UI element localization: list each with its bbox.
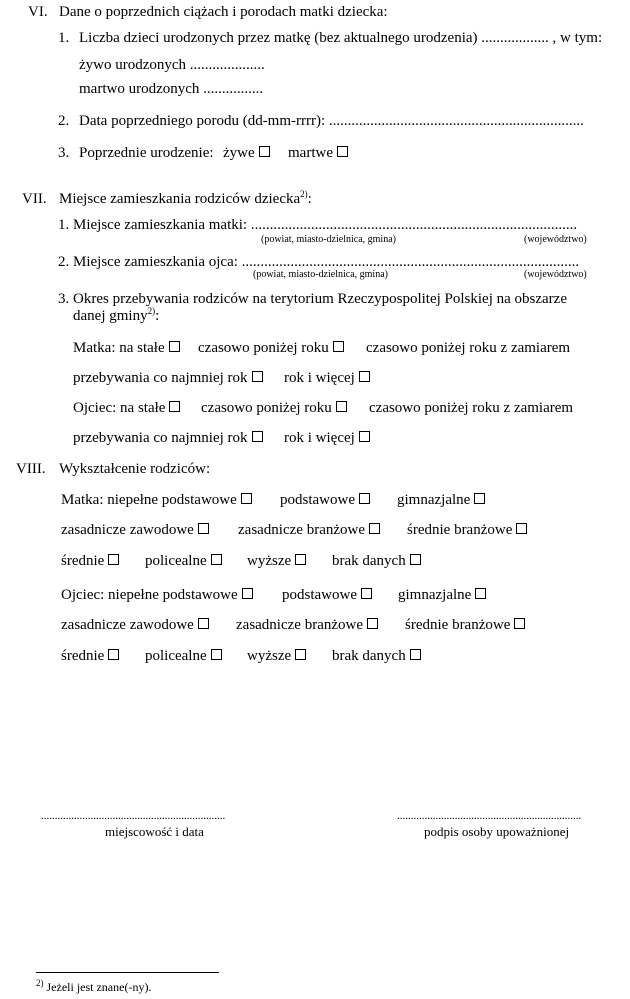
s8-mother-lower-secondary-label: gimnazjalne — [397, 492, 471, 508]
s8-father-basic-vocational — [61, 616, 209, 634]
s8-father-primary-checkbox[interactable] — [361, 588, 372, 599]
s6-item-3-label: Poprzednie urodzenie: — [79, 145, 214, 161]
s8-mother-secondary-sectoral-checkbox[interactable] — [516, 523, 527, 534]
s6-dead-checkbox[interactable] — [337, 146, 348, 157]
s6-item-1-text: Liczba dzieci urodzonych przez matkę (bez aktualnego urodzenia) .................. , w tym: — [79, 30, 603, 46]
s8-mother-higher-label: wyższe — [247, 553, 292, 569]
s7-mother-hint-district: (powiat, miasto-dzielnica, gmina) — [261, 234, 396, 245]
s7-mother-hint-voivodeship: (województwo) — [524, 234, 587, 245]
s8-mother-basic-vocational — [61, 521, 209, 539]
s7-mother-intent-checkbox[interactable] — [252, 371, 263, 382]
s8-mother-basic-vocational-label: zasadnicze zawodowe — [61, 522, 194, 538]
s7-father-permanent-label: Ojciec: na stałe — [73, 400, 166, 416]
s8-father-basic-vocational-checkbox[interactable] — [198, 618, 209, 629]
s7-item-3-line-1: 3. Okres przebywania rodziców na terytorium Rzeczypospolitej Polskiej na obszarze — [58, 291, 567, 307]
s7-father-intent-label: czasowo poniżej roku z zamiarem — [369, 400, 574, 416]
s8-father-higher — [247, 647, 306, 665]
s7-father-intent-label-2: przebywania co najmniej rok — [73, 430, 248, 446]
s6-live-births-field[interactable]: żywo urodzonych .................... — [79, 57, 265, 73]
s7-father-permanent-checkbox[interactable] — [169, 401, 180, 412]
s6-item-3-number: 3. — [58, 145, 70, 161]
s6-previous-birth-date-field[interactable]: Data poprzedniego porodu (dd-mm-rrrr): .................................................................... — [79, 113, 584, 129]
place-date-field[interactable]: ................................................................... — [41, 810, 226, 822]
section-viii-title: Wykształcenie rodziców: — [59, 461, 211, 477]
s8-mother-post-secondary-checkbox[interactable] — [211, 554, 222, 565]
s8-mother-basic-sectoral-checkbox[interactable] — [369, 523, 380, 534]
s8-mother-secondary-sectoral — [407, 521, 527, 539]
s8-father-no-data-label: brak danych — [332, 648, 406, 664]
s7-mother-intent — [73, 369, 263, 387]
s6-live-checkbox[interactable] — [259, 146, 270, 157]
s8-mother-incomplete-primary-label: Matka: niepełne podstawowe — [61, 492, 237, 508]
signature-field[interactable]: ................................................................... — [397, 810, 582, 822]
s7-mother-intent-label-2: przebywania co najmniej rok — [73, 370, 248, 386]
footnote — [36, 978, 151, 996]
footnote-separator — [36, 972, 219, 973]
s7-mother-residence-field[interactable]: 1. Miejsce zamieszkania matki: ....................................................................................... — [58, 217, 578, 233]
footnote-marker: 2) — [36, 978, 44, 988]
s8-mother-basic-vocational-checkbox[interactable] — [198, 523, 209, 534]
s7-father-short-label: czasowo poniżej roku — [201, 400, 332, 416]
s8-father-basic-sectoral-label: zasadnicze branżowe — [236, 617, 364, 633]
s8-mother-secondary-checkbox[interactable] — [108, 554, 119, 565]
section-vii-footnote-ref: 2) — [300, 189, 308, 199]
s7-mother-year-checkbox[interactable] — [359, 371, 370, 382]
s8-mother-post-secondary — [145, 552, 222, 570]
s8-mother-basic-sectoral — [238, 521, 380, 539]
section-vi-title: Dane o poprzednich ciążach i porodach matki dziecka: — [59, 4, 388, 20]
s8-mother-secondary-label: średnie — [61, 553, 105, 569]
s8-mother-no-data-checkbox[interactable] — [410, 554, 421, 565]
s6-option-dead-label: martwe — [288, 145, 333, 161]
s8-father-lower-secondary-checkbox[interactable] — [475, 588, 486, 599]
s8-mother-primary-label: podstawowe — [280, 492, 355, 508]
s6-item-2-number: 2. — [58, 113, 70, 129]
signature-label: podpis osoby upoważnionej — [424, 824, 570, 839]
s7-mother-intent-label: czasowo poniżej roku z zamiarem — [366, 340, 571, 356]
s8-mother-incomplete-primary — [61, 491, 252, 509]
s8-mother-lower-secondary-checkbox[interactable] — [474, 493, 485, 504]
section-viii-number: VIII. — [16, 461, 46, 477]
s8-mother-no-data-label: brak danych — [332, 553, 406, 569]
s8-father-secondary-sectoral-label: średnie branżowe — [405, 617, 511, 633]
s8-mother-no-data — [332, 552, 421, 570]
s8-father-incomplete-primary — [61, 586, 253, 604]
s8-father-basic-vocational-label: zasadnicze zawodowe — [61, 617, 194, 633]
s8-father-secondary-sectoral-checkbox[interactable] — [514, 618, 525, 629]
s8-mother-primary-checkbox[interactable] — [359, 493, 370, 504]
s8-father-lower-secondary-label: gimnazjalne — [398, 587, 472, 603]
section-vii-title — [59, 190, 312, 208]
s7-item-3-line-2 — [73, 307, 159, 325]
s8-father-post-secondary-checkbox[interactable] — [211, 649, 222, 660]
section-vii-title-text: Miejsce zamieszkania rodziców dziecka — [59, 191, 301, 207]
s7-mother-year-label: rok i więcej — [284, 370, 355, 386]
s8-mother-secondary — [61, 552, 119, 570]
s7-father-hint-district: (powiat, miasto-dzielnica, gmina) — [253, 269, 388, 280]
s8-father-post-secondary — [145, 647, 222, 665]
s7-father-hint-voivodeship: (województwo) — [524, 269, 587, 280]
s8-mother-primary — [280, 491, 370, 509]
s8-father-no-data-checkbox[interactable] — [410, 649, 421, 660]
s7-father-year — [284, 429, 370, 447]
s8-mother-incomplete-primary-checkbox[interactable] — [241, 493, 252, 504]
section-vi-number: VI. — [28, 4, 48, 20]
section-vii-title-colon: : — [307, 191, 312, 207]
s8-father-no-data — [332, 647, 421, 665]
s8-mother-lower-secondary — [397, 491, 485, 509]
s8-father-secondary — [61, 647, 119, 665]
s7-father-short — [201, 399, 347, 417]
s7-father-short-checkbox[interactable] — [336, 401, 347, 412]
s8-father-lower-secondary — [398, 586, 486, 604]
s7-mother-permanent-checkbox[interactable] — [169, 341, 180, 352]
s7-mother-short-checkbox[interactable] — [333, 341, 344, 352]
s8-father-higher-label: wyższe — [247, 648, 292, 664]
s8-father-secondary-label: średnie — [61, 648, 105, 664]
s7-item-3-line-2-text: danej gminy — [73, 308, 148, 324]
s7-mother-permanent-label: Matka: na stałe — [73, 340, 165, 356]
s8-father-basic-sectoral-checkbox[interactable] — [367, 618, 378, 629]
s8-father-incomplete-primary-checkbox[interactable] — [242, 588, 253, 599]
s8-father-secondary-sectoral — [405, 616, 525, 634]
place-date-label: miejscowość i data — [105, 824, 204, 839]
footnote-text: Jeżeli jest znane(-ny). — [46, 980, 152, 994]
section-vii-number: VII. — [22, 191, 47, 207]
s8-mother-post-secondary-label: policealne — [145, 553, 207, 569]
s7-mother-permanent — [73, 339, 180, 357]
s6-item-1-number: 1. — [58, 30, 70, 46]
s8-father-basic-sectoral — [236, 616, 378, 634]
s7-father-year-checkbox[interactable] — [359, 431, 370, 442]
s6-option-live-label: żywe — [223, 145, 255, 161]
s8-father-primary — [282, 586, 372, 604]
s7-item-3-colon: : — [155, 308, 160, 324]
s7-father-permanent — [73, 399, 180, 417]
s8-mother-higher-checkbox[interactable] — [295, 554, 306, 565]
s7-father-year-label: rok i więcej — [284, 430, 355, 446]
s8-mother-basic-sectoral-label: zasadnicze branżowe — [238, 522, 366, 538]
s7-mother-short — [198, 339, 344, 357]
s8-father-primary-label: podstawowe — [282, 587, 357, 603]
s6-option-live — [223, 144, 270, 162]
s8-father-incomplete-primary-label: Ojciec: niepełne podstawowe — [61, 587, 238, 603]
s7-father-intent — [73, 429, 263, 447]
s7-mother-year — [284, 369, 370, 387]
s8-mother-secondary-sectoral-label: średnie branżowe — [407, 522, 513, 538]
s6-stillbirths-field[interactable]: martwo urodzonych ................ — [79, 81, 264, 97]
s8-father-higher-checkbox[interactable] — [295, 649, 306, 660]
s8-father-post-secondary-label: policealne — [145, 648, 207, 664]
s7-father-residence-field[interactable]: 2. Miejsce zamieszkania ojca: .......................................................................................... — [58, 254, 580, 270]
s7-mother-short-label: czasowo poniżej roku — [198, 340, 329, 356]
s8-father-secondary-checkbox[interactable] — [108, 649, 119, 660]
s7-item-3-footnote-ref: 2) — [147, 306, 156, 316]
s8-mother-higher — [247, 552, 306, 570]
s7-father-intent-checkbox[interactable] — [252, 431, 263, 442]
s6-option-dead — [288, 144, 348, 162]
